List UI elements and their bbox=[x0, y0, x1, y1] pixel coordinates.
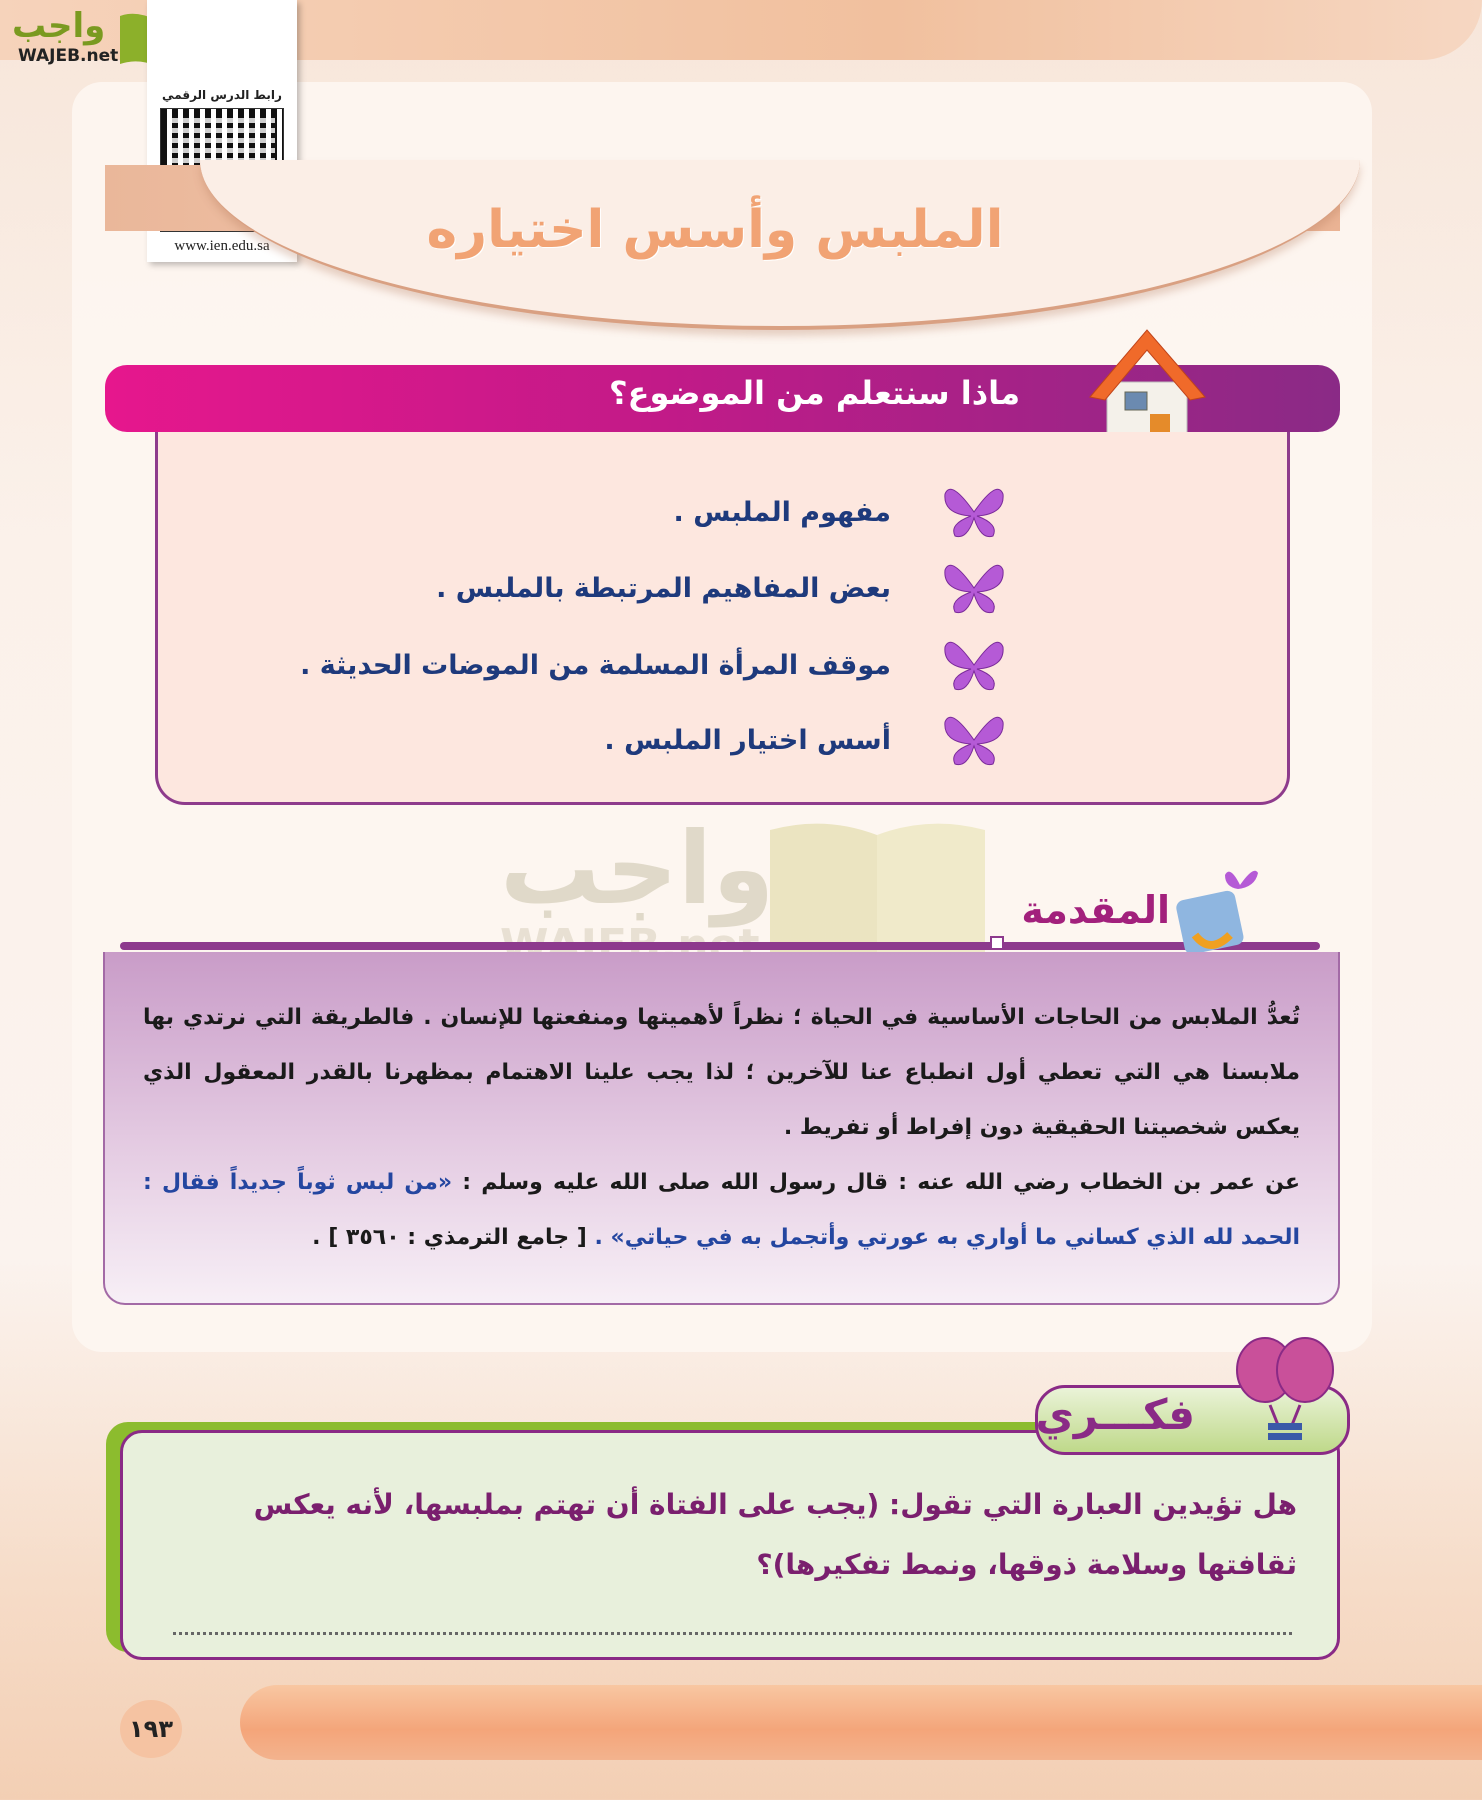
footer-bar bbox=[240, 1685, 1482, 1760]
hadith-intro: عن عمر بن الخطاب رضي الله عنه : قال رسول الله صلى الله عليه وسلم : bbox=[462, 1170, 1300, 1195]
intro-header-line bbox=[120, 942, 1320, 950]
objective-item bbox=[674, 484, 1007, 540]
butterfly-icon bbox=[941, 560, 1007, 616]
objectives-heading: ماذا سنتعلم من الموضوع؟ bbox=[609, 374, 1020, 412]
think-question: هل تؤيدين العبارة التي تقول: (يجب على الفتاة أن تهتم بملبسها، لأنه يعكس ثقافتها وسلامة ذوقها، ونمط تفكيرها)؟ bbox=[253, 1488, 1297, 1581]
intro-line-marker bbox=[990, 936, 1004, 950]
objective-text: موقف المرأة المسلمة من الموضات الحديثة . bbox=[300, 649, 891, 681]
qr-url[interactable]: www.ien.edu.sa bbox=[174, 238, 270, 254]
objective-item bbox=[300, 637, 1007, 693]
intro-paragraph: تُعدُّ الملابس من الحاجات الأساسية في الحياة ؛ نظراً لأهميتها ومنفعتها للإنسان . فالطريقة التي نرتدي بها ملابسنا هي التي تعطي أول انطباع عنا للآخرين ؛ لذا يجب علينا الاهتمام بمظهرنا بالقدر المعقول الذي يعكس شخصيتنا الحقيقية دون إفراط أو تفريط . bbox=[143, 1005, 1300, 1140]
lesson-title: الملبس وأسس اختياره bbox=[426, 200, 1004, 260]
objective-item bbox=[604, 712, 1007, 768]
butterfly-icon bbox=[941, 712, 1007, 768]
objective-text: مفهوم الملبس . bbox=[673, 496, 891, 528]
refresh-butterfly-icon bbox=[1170, 865, 1270, 960]
butterfly-icon bbox=[941, 637, 1007, 693]
intro-text bbox=[143, 990, 1300, 1265]
objective-text: بعض المفاهيم المرتبطة بالملبس . bbox=[436, 572, 891, 604]
watermark-arabic: واجب bbox=[500, 810, 775, 927]
hadith-source: [ جامع الترمذي : ٣٥٦٠ ] . bbox=[312, 1225, 587, 1250]
answer-line[interactable] bbox=[173, 1632, 1292, 1635]
brain-bulb-icon bbox=[1230, 1335, 1340, 1445]
intro-heading: المقدمة bbox=[1021, 888, 1170, 932]
logo-english: WAJEB.net bbox=[18, 46, 119, 66]
objective-text: أسس اختيار الملبس . bbox=[604, 724, 891, 756]
page-number: ١٩٣ bbox=[120, 1700, 182, 1758]
qr-label: رابط الدرس الرقمي bbox=[162, 88, 282, 102]
hadith-text: «من لبس ثوباً جديداً فقال : الحمد لله الذي كساني ما أواري به عورتي وأتجمل به في حياتي» . bbox=[143, 1170, 1300, 1250]
intro-box bbox=[103, 952, 1340, 1305]
think-label: فكـــري bbox=[1035, 1390, 1195, 1439]
butterfly-icon bbox=[941, 484, 1007, 540]
logo-arabic: واجب bbox=[12, 6, 106, 46]
objective-item bbox=[436, 560, 1007, 616]
think-box bbox=[120, 1430, 1340, 1660]
objectives-box bbox=[155, 432, 1290, 805]
